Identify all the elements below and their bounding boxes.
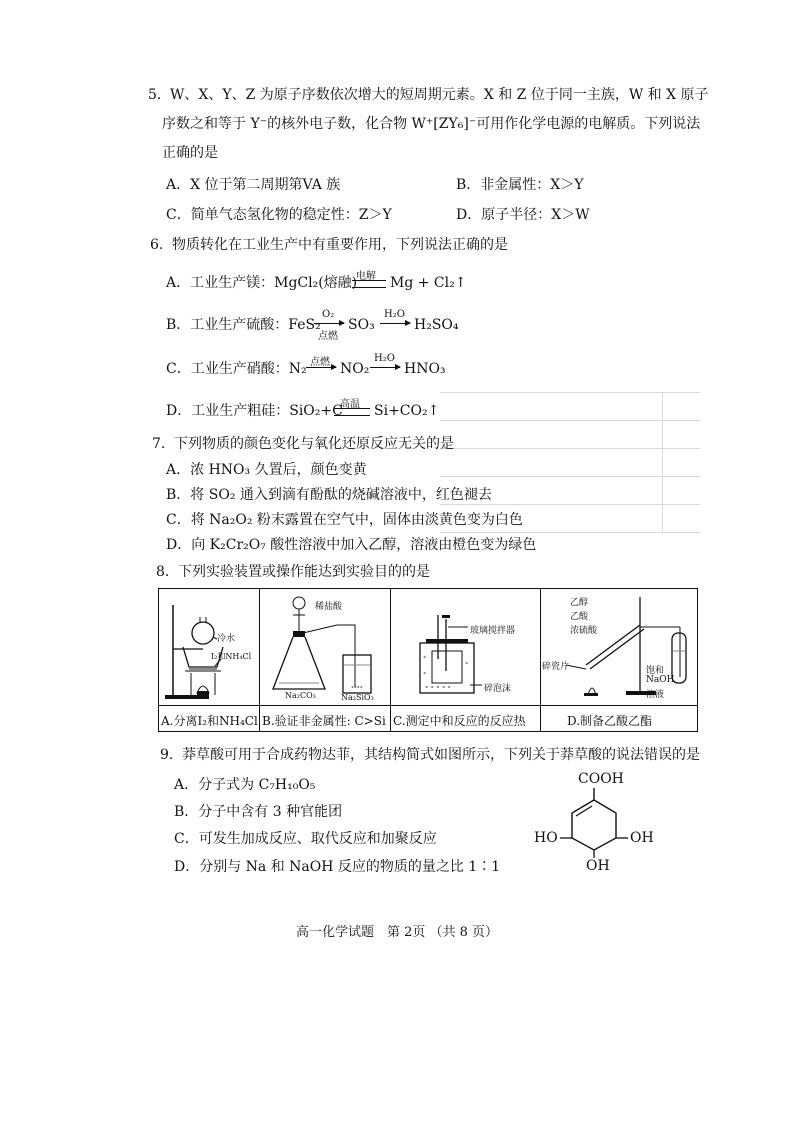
- bleed-through-line: [440, 504, 700, 505]
- q9-option-c[interactable]: C．可发生加成反应、取代反应和加聚反应: [174, 831, 437, 847]
- sublimation-apparatus-icon: [159, 589, 259, 705]
- q6b-product: H₂SO₄: [414, 317, 459, 333]
- q7-number: 7.: [152, 436, 166, 452]
- q6-number: 6.: [150, 237, 164, 253]
- label-naoh: NaOH: [646, 675, 675, 685]
- label-na2co3: Na₂CO₃: [285, 691, 316, 700]
- q6b-condition1: O₂: [322, 309, 335, 320]
- q9-option-b[interactable]: B．分子中含有 3 种官能团: [174, 804, 343, 820]
- q6-option-b[interactable]: B．工业生产硫酸：FeS₂: [166, 317, 321, 333]
- svg-text:∘∘∘∘: ∘∘∘∘: [351, 684, 363, 691]
- svg-text:∘: ∘: [423, 669, 427, 677]
- bleed-through-line: [440, 532, 700, 533]
- q6d-product: Si+CO₂↑: [374, 403, 440, 419]
- structure-ho-label: HO: [534, 830, 558, 846]
- q6a-product: Mg + Cl₂↑: [390, 275, 467, 291]
- structure-oh-bottom-label: OH: [586, 858, 610, 874]
- caption-d: D.制备乙酸乙酯: [567, 714, 653, 728]
- label-acetic-acid: 乙酸: [570, 612, 589, 622]
- label-foam: 碎泡沫: [484, 684, 512, 694]
- bleed-through-line: [440, 420, 700, 421]
- calorimeter-icon: [390, 589, 540, 705]
- q6c-intermediate: NO₂: [340, 361, 370, 377]
- experiment-table: [158, 588, 698, 732]
- label-ethanol: 乙醇: [570, 598, 589, 608]
- esterification-apparatus-icon: [540, 589, 695, 705]
- q7-option-b[interactable]: B．将 SO₂ 通入到滴有酚酞的烧碱溶液中，红色褪去: [166, 487, 492, 503]
- q6c-condition2: H₂O: [374, 353, 395, 364]
- q8-stem: 下列实验装置或操作能达到实验目的的是: [178, 564, 430, 580]
- label-i2-nh4cl: I₂和NH₄Cl: [211, 652, 252, 661]
- svg-text:∘: ∘: [423, 653, 427, 661]
- q6-stem: 物质转化在工业生产中有重要作用，下列说法正确的是: [172, 237, 508, 253]
- label-glass-stirrer: 玻璃搅拌器: [470, 626, 516, 636]
- q6-option-a[interactable]: A．工业生产镁：MgCl₂(熔融): [166, 275, 358, 291]
- q6c-product: HNO₃: [404, 361, 446, 377]
- caption-divider: [159, 705, 697, 706]
- q9-option-d[interactable]: D．分别与 Na 和 NaOH 反应的物质的量之比 1∶1: [174, 859, 501, 875]
- q5-option-d[interactable]: D．原子半径：X＞W: [456, 207, 590, 223]
- q5-stem-line1: W、X、Y、Z 为原子序数依次增大的短周期元素。X 和 Z 位于同一主族，W 和 X 原子: [170, 87, 709, 103]
- structure-cooh-label: COOH: [578, 771, 624, 787]
- q6a-condition: 电解: [356, 271, 376, 282]
- bleed-through-line: [440, 448, 700, 449]
- bleed-through-line: [440, 476, 700, 477]
- q6b-condition2: H₂O: [384, 309, 405, 320]
- q6b-intermediate: SO₃: [348, 317, 375, 333]
- q5-option-a[interactable]: A．X 位于第二周期第VA 族: [166, 177, 341, 193]
- svg-text:∘ ∘ ∘ ∘ ∘: ∘ ∘ ∘ ∘ ∘: [425, 683, 452, 691]
- q6d-condition: 高温: [340, 399, 360, 410]
- svg-text:∘: ∘: [465, 659, 469, 667]
- caption-b: B.验证非金属性: C>Si: [262, 714, 386, 728]
- label-solution: 溶液: [646, 690, 665, 700]
- q6c-condition1: 点燃: [310, 357, 330, 368]
- structure-oh-right-label: OH: [630, 830, 654, 846]
- arrow-icon: [306, 367, 336, 368]
- arrow-icon: [370, 367, 400, 368]
- q6-option-d[interactable]: D．工业生产粗硅：SiO₂+C: [166, 403, 343, 419]
- arrow-icon: [380, 323, 410, 324]
- bleed-through-line: [440, 392, 700, 393]
- q5-option-b[interactable]: B．非金属性：X＞Y: [456, 177, 584, 193]
- bleed-through-line: [662, 392, 663, 532]
- q7-option-a[interactable]: A．浓 HNO₃ 久置后，颜色变黄: [166, 462, 367, 478]
- q5-number: 5.: [148, 87, 162, 103]
- q9-number: 9.: [160, 747, 174, 763]
- label-cold-water: 冷水: [217, 634, 236, 644]
- caption-c: C.测定中和反应的反应热: [393, 714, 526, 728]
- q9-stem: 莽草酸可用于合成药物达菲，其结构简式如图所示，下列关于莽草酸的说法错误的是: [182, 747, 700, 763]
- label-dilute-hcl: 稀盐酸: [315, 602, 343, 612]
- page-footer: 高一化学试题 第 2页 （共 8 页）: [295, 925, 499, 940]
- label-na2sio3: Na₂SiO₃: [341, 693, 374, 702]
- q5-option-c[interactable]: C．简单气态氢化物的稳定性：Z＞Y: [166, 207, 392, 223]
- equals-sign-icon: [352, 280, 386, 288]
- q7-option-c[interactable]: C．将 Na₂O₂ 粉末露置在空气中，固体由淡黄色变为白色: [166, 512, 523, 528]
- caption-a: A.分离I₂和NH₄Cl: [161, 714, 258, 728]
- q7-option-d[interactable]: D．向 K₂Cr₂O₇ 酸性溶液中加入乙醇，溶液由橙色变为绿色: [166, 537, 537, 553]
- panel-b[interactable]: [259, 589, 391, 731]
- equals-sign-icon: [334, 408, 370, 416]
- q6-option-c[interactable]: C．工业生产硝酸：N₂: [166, 361, 307, 377]
- shikimic-acid-structure-icon: [540, 788, 660, 860]
- q5-stem-line3: 正确的是: [162, 145, 218, 161]
- label-conc-sulfuric-acid: 浓硫酸: [570, 626, 598, 636]
- panel-c[interactable]: [390, 589, 541, 731]
- label-porcelain-chips: 碎瓷片: [542, 662, 570, 672]
- q5-stem-line2: 序数之和等于 Y⁻的核外电子数，化合物 W⁺[ZY₆]⁻可用作化学电源的电解质。下列说法: [162, 116, 701, 132]
- label-saturated: 饱和: [646, 666, 665, 676]
- q9-option-a[interactable]: A．分子式为 C₇H₁₀O₅: [174, 777, 316, 793]
- arrow-icon: [314, 323, 344, 324]
- panel-a[interactable]: [159, 589, 260, 731]
- q7-stem: 下列物质的颜色变化与氧化还原反应无关的是: [174, 436, 454, 452]
- q6b-condition1-under: 点燃: [318, 331, 338, 342]
- panel-d[interactable]: [540, 589, 695, 731]
- q8-number: 8.: [156, 564, 170, 580]
